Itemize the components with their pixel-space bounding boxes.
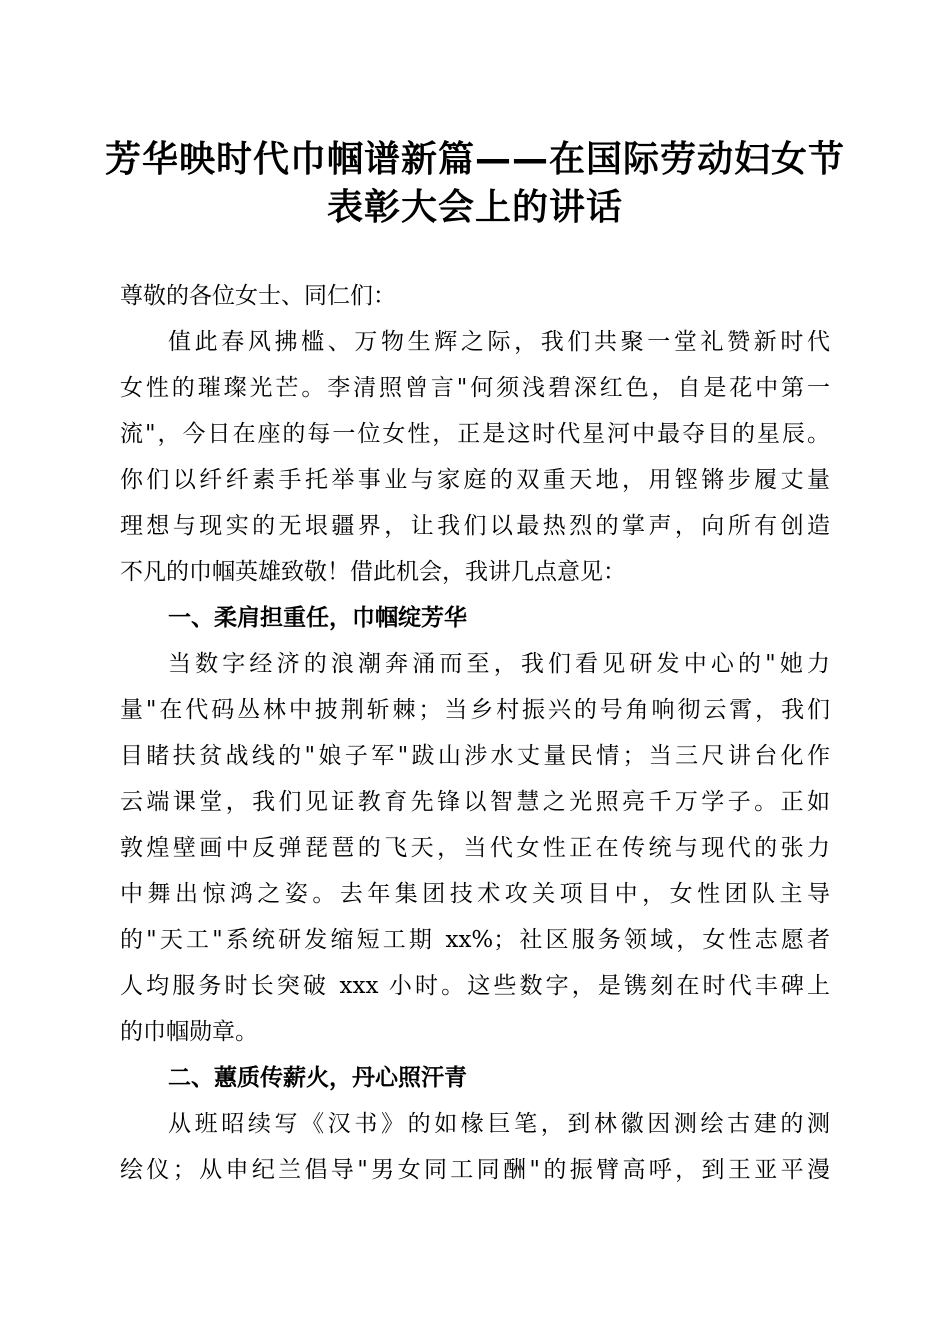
section-1-line: 当数字经济的浪潮奔涌而至，我们看见研发中心的"她力 bbox=[168, 651, 830, 677]
intro-line: 流"，今日在座的每一位女性，正是这时代星河中最夺目的星辰。 bbox=[120, 421, 830, 447]
intro-line: 不凡的巾帼英雄致敬！借此机会，我讲几点意见： bbox=[120, 559, 626, 585]
section-1-line: 目睹扶贫战线的"娘子军"跋山涉水丈量民情；当三尺讲台化作 bbox=[120, 743, 830, 769]
section-1-line: 中舞出惊鸿之姿。去年集团技术攻关项目中，女性团队主导 bbox=[120, 881, 830, 907]
section-1-heading: 一、柔肩担重任，巾帼绽芳华 bbox=[168, 605, 467, 631]
document-title-line-1: 芳华映时代巾帼谱新篇——在国际劳动妇女节 bbox=[104, 139, 845, 180]
section-1-line: 量"在代码丛林中披荆斩棘；当乡村振兴的号角响彻云霄，我们 bbox=[120, 697, 830, 723]
section-1-line: 的"天工"系统研发缩短工期 xx%；社区服务领域，女性志愿者 bbox=[120, 927, 830, 953]
salutation: 尊敬的各位女士、同仁们： bbox=[120, 283, 396, 309]
intro-line: 理想与现实的无垠疆界，让我们以最热烈的掌声，向所有创造 bbox=[120, 513, 830, 539]
section-1-line: 敦煌壁画中反弹琵琶的飞天，当代女性正在传统与现代的张力 bbox=[120, 835, 830, 861]
section-1-line: 云端课堂，我们见证教育先锋以智慧之光照亮千万学子。正如 bbox=[120, 789, 830, 815]
intro-line: 值此春风拂槛、万物生辉之际，我们共聚一堂礼赞新时代 bbox=[168, 329, 830, 355]
document-title-line-2: 表彰大会上的讲话 bbox=[326, 187, 623, 228]
section-2-heading: 二、蕙质传薪火，丹心照汗青 bbox=[168, 1065, 467, 1091]
section-1-line: 的巾帼勋章。 bbox=[120, 1019, 258, 1045]
section-2-line: 从班昭续写《汉书》的如椽巨笔，到林徽因测绘古建的测 bbox=[168, 1111, 830, 1137]
section-2-line: 绘仪；从申纪兰倡导"男女同工同酬"的振臂高呼，到王亚平漫 bbox=[120, 1157, 830, 1183]
intro-line: 女性的璀璨光芒。李清照曾言"何须浅碧深红色，自是花中第一 bbox=[120, 375, 830, 401]
section-1-line: 人均服务时长突破 xxx 小时。这些数字，是镌刻在时代丰碑上 bbox=[120, 973, 830, 999]
intro-line: 你们以纤纤素手托举事业与家庭的双重天地，用铿锵步履丈量 bbox=[120, 467, 830, 493]
